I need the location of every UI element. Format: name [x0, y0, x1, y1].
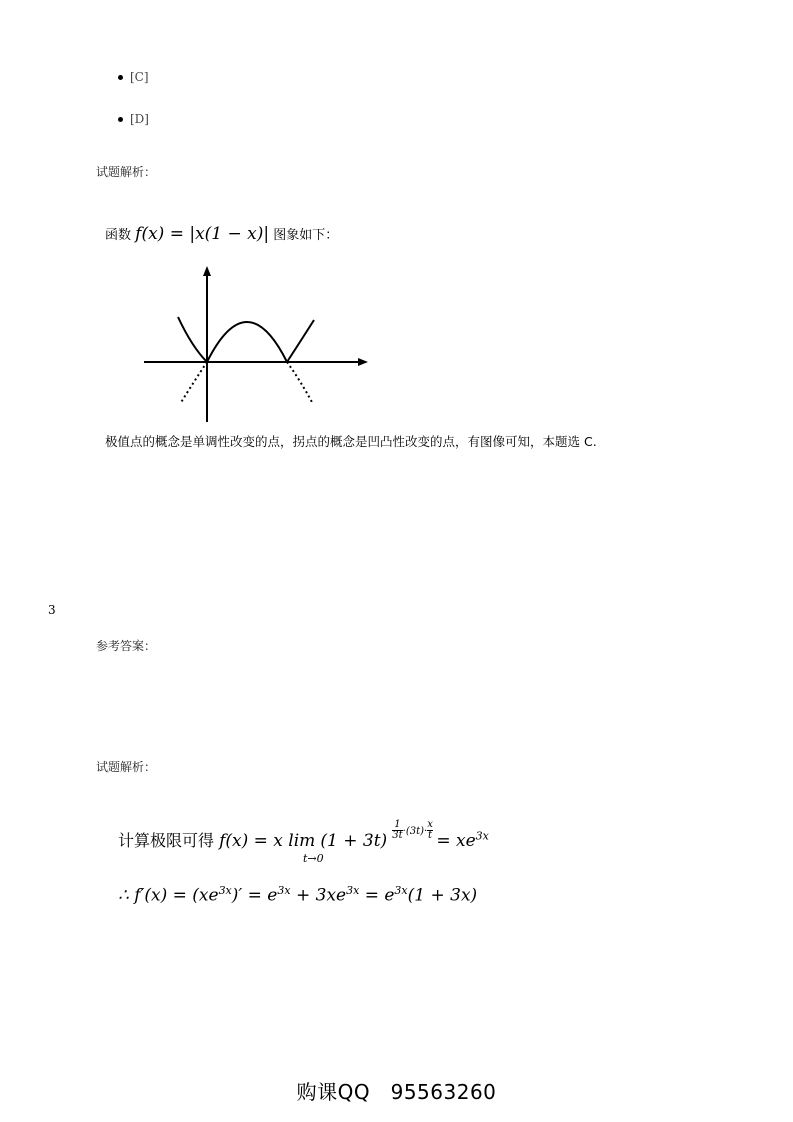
limit-subscript: t→0	[303, 852, 324, 865]
intro-suffix: 图象如下：	[273, 228, 339, 243]
y-axis-arrow-icon	[203, 266, 211, 276]
footer-contact: 购课QQ 95563260	[296, 1080, 497, 1104]
question-number: 3	[48, 603, 56, 617]
option-c	[118, 70, 149, 84]
analysis-label: 试题解析：	[96, 165, 157, 179]
bullet-icon	[118, 75, 123, 80]
limit-expr-b: (1 + 3t)	[320, 830, 388, 851]
right-dotted-parabola	[287, 362, 313, 404]
function-expression: f(x) = |x(1 − x)|	[135, 224, 270, 244]
function-graph	[140, 262, 375, 427]
hump-curve	[207, 322, 287, 362]
limit-expr-c-sup: 3x	[475, 829, 489, 843]
conclusion-text: 极值点的概念是单调性改变的点，拐点的概念是凹凸性改变的点，有图像可知，本题选 C.	[105, 434, 597, 449]
analysis-label-2: 试题解析：	[96, 760, 157, 774]
derivative-line: ∴ $f'(x) = (xe^{3x})' = e^{3x} + 3xe^{3x} = e^{3x}(1 + 3x)$	[118, 884, 478, 906]
intro-prefix: 函数	[105, 228, 132, 243]
option-d	[118, 112, 149, 126]
limit-exponent: 1 3t ·(3t)· x t	[392, 819, 433, 841]
option-c-label: [C]	[130, 70, 149, 84]
limit-line	[118, 819, 489, 851]
exp-fraction-1: $\frac{1}{3t}$	[392, 819, 403, 841]
limit-expr-c: = xe	[436, 830, 476, 851]
option-d-label: [D]	[130, 112, 149, 126]
left-dotted-parabola	[180, 362, 207, 404]
exp-fraction-2: $\frac{x}{t}$	[427, 819, 433, 841]
right-branch	[287, 320, 314, 362]
limit-prefix: 计算极限可得	[118, 830, 215, 850]
left-branch	[178, 317, 207, 362]
bullet-icon	[118, 117, 123, 122]
x-axis-arrow-icon	[358, 358, 368, 366]
function-intro	[105, 224, 338, 244]
limit-expr-a: f(x) = x lim	[219, 830, 316, 851]
answer-label: 参考答案：	[96, 639, 157, 653]
